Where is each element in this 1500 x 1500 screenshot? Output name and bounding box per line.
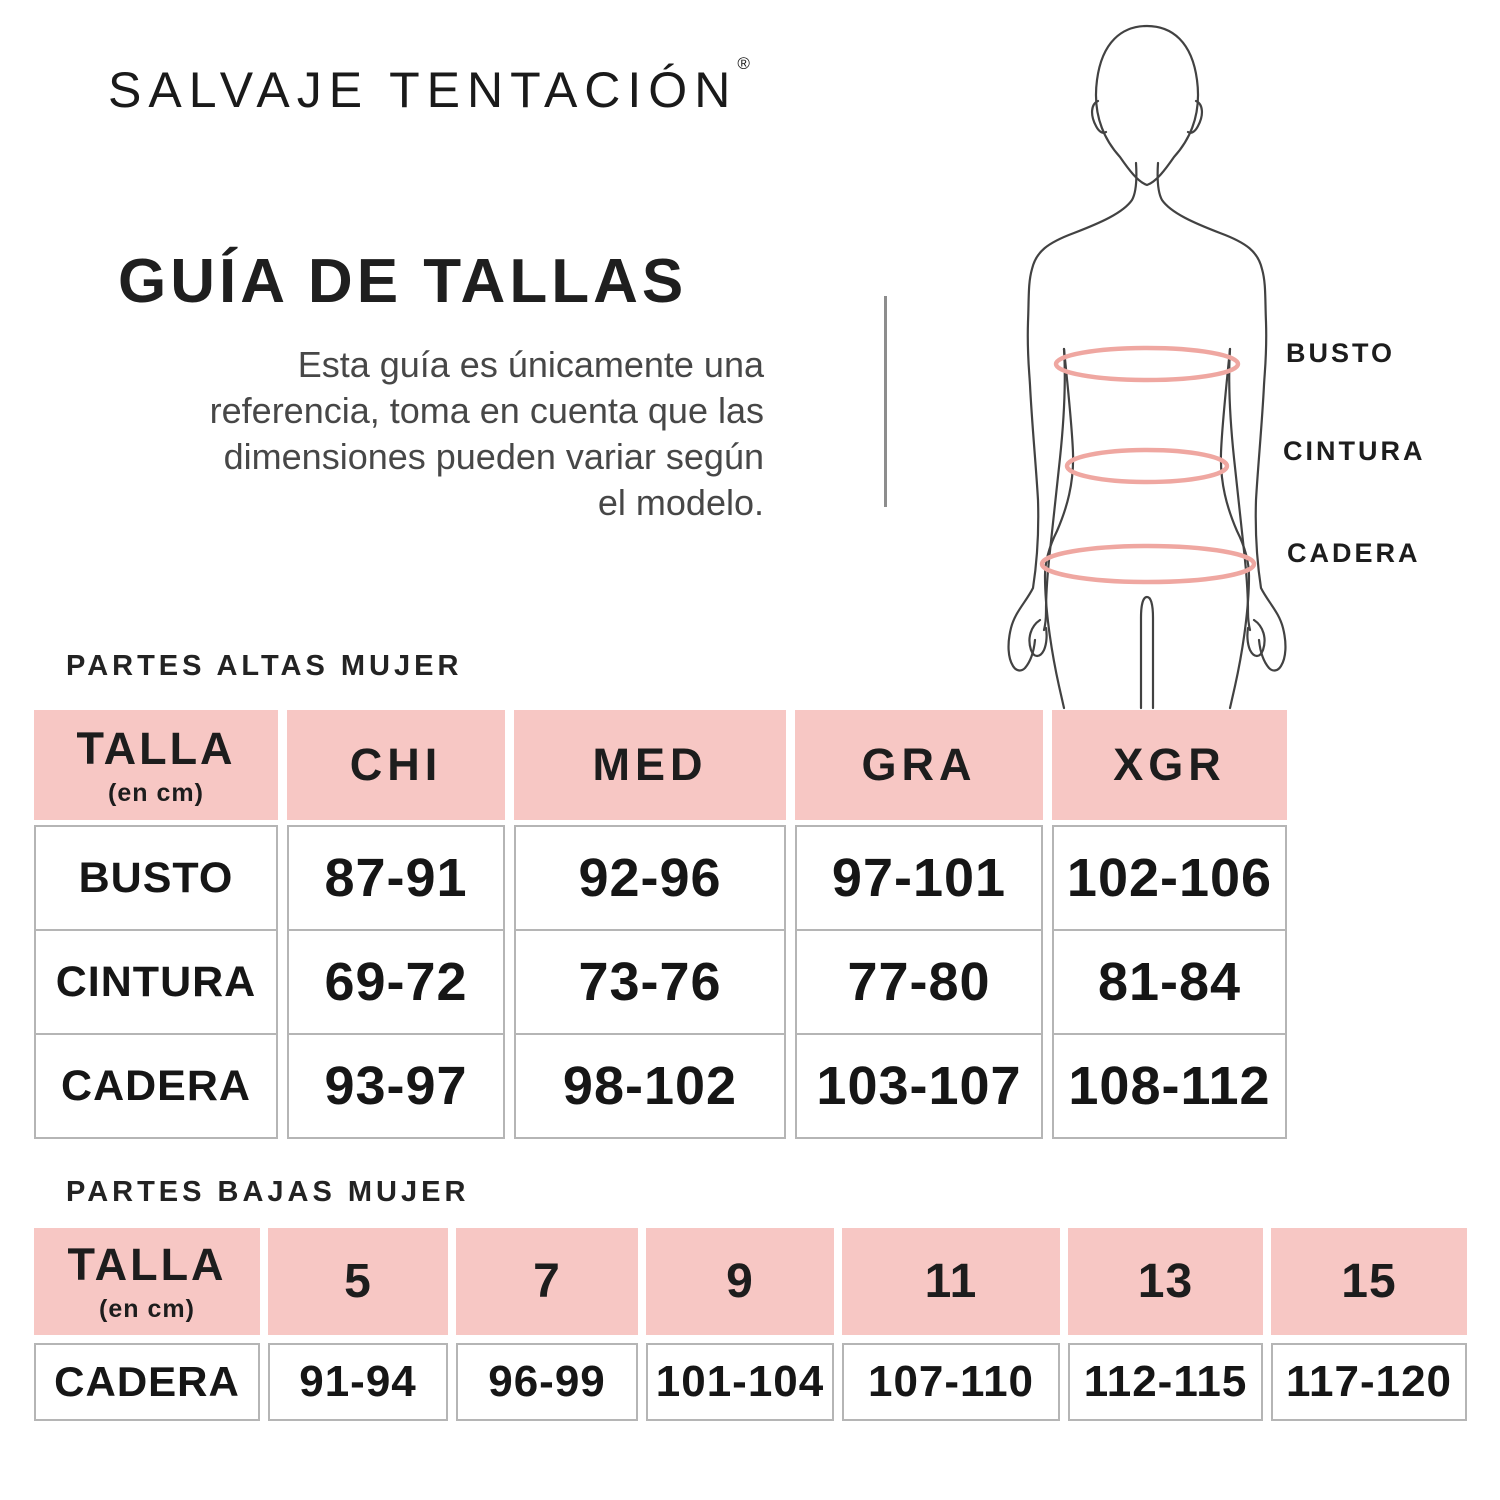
measurement-value-cell: 117-120 xyxy=(1271,1343,1467,1421)
header-label: 7 xyxy=(533,1255,561,1308)
measurement-value-cell: 108-112 xyxy=(1052,1033,1287,1139)
measurement-value-cell: 101-104 xyxy=(646,1343,834,1421)
brand-logo xyxy=(108,54,750,119)
table-column xyxy=(1052,710,1287,1139)
measurement-value-cell: 96-99 xyxy=(456,1343,638,1421)
table-column xyxy=(268,1228,448,1421)
upper-sizes-table xyxy=(34,710,1287,1139)
size-header-cell xyxy=(34,710,278,820)
measurement-value-cell: 102-106 xyxy=(1052,825,1287,931)
table-column xyxy=(514,710,786,1139)
table-column xyxy=(34,710,278,1139)
measurement-value-cell: 81-84 xyxy=(1052,929,1287,1035)
header-unit: (en cm) xyxy=(99,1295,195,1323)
size-column-header xyxy=(287,710,505,820)
measurement-value-cell: 93-97 xyxy=(287,1033,505,1139)
size-column-header xyxy=(1052,710,1287,820)
measurement-value-cell: 103-107 xyxy=(795,1033,1043,1139)
figure-label-cintura: CINTURA xyxy=(1283,436,1426,466)
intro-description-line: dimensiones pueden variar según xyxy=(223,436,764,477)
measurement-label-cell: CADERA xyxy=(34,1033,278,1139)
size-column-header xyxy=(795,710,1043,820)
header-label: 15 xyxy=(1341,1255,1397,1308)
measurement-label-cell: CINTURA xyxy=(34,929,278,1035)
measurement-value-cell: 73-76 xyxy=(514,929,786,1035)
measurement-value-cell: 112-115 xyxy=(1068,1343,1263,1421)
size-header-cell xyxy=(34,1228,260,1335)
lower-table-title: PARTES BAJAS MUJER xyxy=(66,1176,470,1208)
hip-measure-ellipse xyxy=(1042,546,1254,582)
measurement-label-cell: BUSTO xyxy=(34,825,278,931)
measurement-value-cell: 91-94 xyxy=(268,1343,448,1421)
header-label: XGR xyxy=(1113,739,1226,790)
bust-measure-ellipse xyxy=(1056,348,1238,380)
header-unit: (en cm) xyxy=(108,778,204,807)
table-column xyxy=(1068,1228,1263,1421)
size-column-header xyxy=(842,1228,1060,1335)
size-column-header xyxy=(1068,1228,1263,1335)
table-column xyxy=(456,1228,638,1421)
table-column xyxy=(287,710,505,1139)
size-column-header xyxy=(456,1228,638,1335)
figure-label-busto: BUSTO xyxy=(1286,338,1396,368)
table-column xyxy=(1271,1228,1467,1421)
registered-trademark-symbol: ® xyxy=(737,54,750,73)
measurement-value-cell: 92-96 xyxy=(514,825,786,931)
table-column xyxy=(842,1228,1060,1421)
intro-description-line: referencia, toma en cuenta que las xyxy=(209,390,764,431)
brand-name: SALVAJE TENTACIÓN xyxy=(108,62,738,118)
table-column xyxy=(34,1228,260,1421)
measurement-value-cell: 107-110 xyxy=(842,1343,1060,1421)
measurement-label-cell: CADERA xyxy=(34,1343,260,1421)
header-label: CHI xyxy=(349,739,443,790)
header-label: 9 xyxy=(726,1255,754,1308)
size-column-header xyxy=(1271,1228,1467,1335)
measurement-value-cell: 87-91 xyxy=(287,825,505,931)
figure-label-cadera: CADERA xyxy=(1287,538,1421,568)
measurement-value-cell: 98-102 xyxy=(514,1033,786,1139)
size-column-header xyxy=(268,1228,448,1335)
table-column xyxy=(795,710,1043,1139)
upper-table-title: PARTES ALTAS MUJER xyxy=(66,650,463,682)
page-title: GUÍA DE TALLAS xyxy=(118,247,688,316)
lower-sizes-table xyxy=(34,1228,1467,1421)
waist-measure-ellipse xyxy=(1067,450,1227,482)
header-label: 13 xyxy=(1137,1255,1194,1308)
intro-description xyxy=(80,342,764,526)
header-label: MED xyxy=(592,739,708,790)
vertical-divider xyxy=(884,296,887,507)
intro-description-line: Esta guía es únicamente una xyxy=(297,344,764,385)
size-column-header xyxy=(646,1228,834,1335)
intro-description-line: el modelo. xyxy=(597,482,764,523)
header-label: 5 xyxy=(344,1255,372,1308)
body-outline xyxy=(1009,26,1286,708)
header-label: 11 xyxy=(924,1255,978,1308)
size-column-header xyxy=(514,710,786,820)
header-label: TALLA xyxy=(76,722,236,774)
measurement-value-cell: 69-72 xyxy=(287,929,505,1035)
header-label: TALLA xyxy=(67,1239,227,1290)
measurement-value-cell: 97-101 xyxy=(795,825,1043,931)
table-column xyxy=(646,1228,834,1421)
measurement-value-cell: 77-80 xyxy=(795,929,1043,1035)
header-label: GRA xyxy=(861,739,977,790)
